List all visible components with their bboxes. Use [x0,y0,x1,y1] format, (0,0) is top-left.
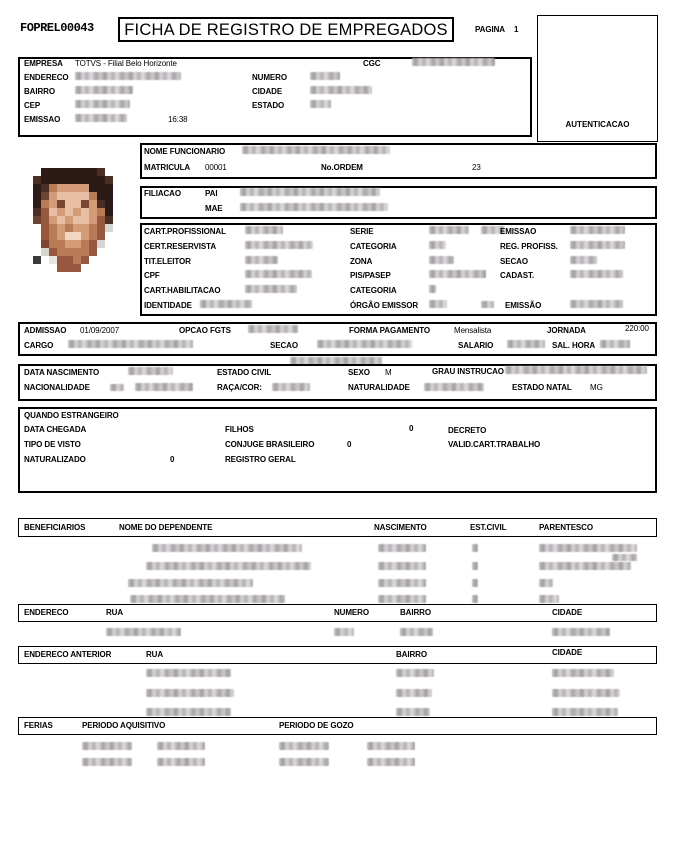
matricula-value: 00001 [205,163,227,172]
ordem-value: 23 [472,163,481,172]
secao-label: SECAO [270,341,298,350]
raca-cor-label: RAÇA/COR: [217,383,262,392]
naturalizado-value: 0 [170,455,175,464]
redacted-cidade-value [310,86,372,94]
estado-natal-value: MG [590,383,603,392]
redacted-emissao2 [570,300,623,308]
jornada-label: JORNADA [547,326,586,335]
redacted-reg-profiss [570,241,625,249]
nacionalidade-label: NACIONALIDADE [24,383,90,392]
identidade-label: IDENTIDADE [144,301,192,310]
redacted-gozo-fim [367,742,415,750]
redacted-dependente-estcivil [472,595,478,603]
estado-label: ESTADO [252,101,285,110]
tit-eleitor-label: TIT.ELEITOR [144,257,191,266]
redacted-dependente-estcivil [472,544,478,552]
matricula-label: MATRICULA [144,163,191,172]
quando-estrangeiro-title: QUANDO ESTRANGEIRO [24,411,119,420]
redacted-numero [334,628,354,636]
redacted-cidade [552,689,620,697]
filhos-value: 0 [409,424,414,433]
col-periodo-gozo: PERIODO DE GOZO [279,721,354,730]
redacted-cgc-value [412,58,495,66]
bairro-label: BAIRRO [24,87,55,96]
redacted-mae-value [240,203,388,211]
redacted-cidade [552,708,618,716]
pai-label: PAI [205,189,218,198]
redacted-aquisitivo-inicio [82,758,132,766]
redacted-bairro-value [75,86,133,94]
redacted-sal-hora [600,340,630,348]
valid-cart-label: VALID.CART.TRABALHO [448,440,541,449]
company-box [18,57,532,137]
redacted-dependente-nascimento [378,579,426,587]
numero-label: NUMERO [252,73,287,82]
cert-reservista-label: CERT.RESERVISTA [144,242,216,251]
endereco-anterior-title: ENDERECO ANTERIOR [24,650,112,659]
opcao-fgts-label: OPCAO FGTS [179,326,231,335]
redacted-dependente-nome [128,579,253,587]
endereco-title: ENDERECO [24,608,69,617]
emissao-time: 16:38 [168,115,188,124]
filhos-label: FILHOS [225,425,254,434]
mae-label: MAE [205,204,223,213]
ferias-title: FERIAS [24,721,53,730]
grau-instrucao-label: GRAU INSTRUCAO [432,367,504,376]
redacted-dependente-parentesco [539,562,631,570]
redacted-gozo-inicio [279,758,329,766]
redacted-cpf [245,270,312,278]
nome-funcionario-label: NOME FUNCIONARIO [144,147,226,156]
redacted-aquisitivo-fim [157,742,205,750]
redacted-cart-profissional [245,226,283,234]
redacted-rua [146,708,231,716]
redacted-categoria [429,241,446,249]
redacted-cargo [68,340,193,348]
redacted-identidade [200,300,252,308]
redacted-tit-eleitor [245,256,278,264]
redacted-emissao-value [75,114,127,122]
redacted-bairro [396,669,434,677]
redacted-secao [317,340,412,348]
cart-profissional-label: CART.PROFISSIONAL [144,227,226,236]
col-periodo-aquisitivo: PERIODO AQUISITIVO [82,721,166,730]
redacted-grau-instrucao [505,366,647,374]
col-est-civil: EST.CIVIL [470,523,507,532]
redacted-dependente-nascimento [378,544,426,552]
cgc-label: CGC [363,59,381,68]
redacted-naturalidade [424,383,484,391]
redacted-categoria2 [429,285,436,293]
serie-label: SERIE [350,227,374,236]
redacted-nacionalidade-cod [110,384,124,391]
redacted-dependente-parentesco [539,544,637,552]
redacted-data-nascimento [128,367,173,375]
estado-civil-label: ESTADO CIVIL [217,368,272,377]
categoria2-label: CATEGORIA [350,286,397,295]
redacted-cidade [552,669,614,677]
authentication-box [537,15,658,142]
redacted-pai-value [240,188,380,196]
redacted-nacionalidade [135,383,193,391]
admissao-value: 01/09/2007 [80,326,120,335]
cart-habilitacao-label: CART.HABILITACAO [144,286,221,295]
estado-natal-label: ESTADO NATAL [512,383,572,392]
redacted-doc-emissao [570,226,625,234]
empresa-value: TOTVS - Filial Belo Horizonte [75,59,177,68]
redacted-dependente-estcivil [472,579,478,587]
salario-label: SALARIO [458,341,494,350]
redacted-dependente-nome [152,544,302,552]
naturalidade-label: NATURALIDADE [348,383,410,392]
redacted-dependente-nascimento [378,595,426,603]
sexo-value: M [385,368,392,377]
cidade-label: CIDADE [252,87,283,96]
redacted-orgao-emissor [429,300,447,308]
redacted-gozo-inicio [279,742,329,750]
cargo-label: CARGO [24,341,54,350]
empresa-label: EMPRESA [24,59,63,68]
redacted-aquisitivo-fim [157,758,205,766]
forma-pagamento-value: Mensalista [454,326,492,335]
beneficiarios-title: BENEFICIARIOS [24,523,86,532]
col-parentesco: PARENTESCO [539,523,593,532]
categoria-label: CATEGORIA [350,242,397,251]
employee-photo [25,168,121,280]
sal-hora-label: SAL. HORA [552,341,596,350]
redacted-dependente-nascimento [378,562,426,570]
secao-doc-label: SECAO [500,257,528,266]
cadast-label: CADAST. [500,271,534,280]
redacted-orgao-emissor-2 [481,301,494,308]
zona-label: ZONA [350,257,373,266]
emissao2-label: EMISSÃO [505,301,542,310]
redacted-dependente-nome [130,595,285,603]
report-title-box [118,17,454,42]
redacted-dependente-parentesco [539,579,553,587]
redacted-secao-doc [570,256,597,264]
admissao-label: ADMISSAO [24,326,67,335]
redacted-raca-cor [272,383,310,391]
col-rua-anterior: RUA [146,650,164,659]
emissao-label: EMISSAO [24,115,61,124]
naturalizado-label: NATURALIZADO [24,455,86,464]
sexo-label: SEXO [348,368,370,377]
redacted-aquisitivo-inicio [82,742,132,750]
col-nome-dependente: NOME DO DEPENDENTE [119,523,213,532]
redacted-bairro [396,689,432,697]
redacted-cadast [570,270,623,278]
redacted-numero-value [310,72,340,80]
cpf-label: CPF [144,271,160,280]
redacted-dependente-parentesco [539,595,559,603]
jornada-value: 220:00 [625,324,649,333]
col-cidade: CIDADE [552,608,583,617]
authentication-label: AUTENTICACAO [565,120,630,129]
redacted-bairro [400,628,433,636]
redacted-rua [106,628,181,636]
ordem-label: No.ORDEM [321,163,363,172]
report-code: FOPREL00043 [20,21,94,35]
conjuge-value: 0 [347,440,352,449]
redacted-pis-pasep [429,270,486,278]
cep-label: CEP [24,101,41,110]
data-nascimento-label: DATA NASCIMENTO [24,368,100,377]
col-bairro-anterior: BAIRRO [396,650,427,659]
orgao-emissor-label: ÓRGÃO EMISSOR [350,301,419,310]
col-rua: RUA [106,608,124,617]
redacted-gozo-fim [367,758,415,766]
redacted-dependente-parentesco-wrap [612,554,637,561]
redacted-nome-funcionario [242,146,390,154]
redacted-zona [429,256,454,264]
doc-emissao-label: EMISSAO [500,227,537,236]
col-numero: NUMERO [334,608,369,617]
col-bairro: BAIRRO [400,608,431,617]
redacted-salario [507,340,545,348]
forma-pagamento-label: FORMA PAGAMENTO [349,326,431,335]
reg-profiss-label: REG. PROFISS. [500,242,558,251]
redacted-bairro [396,708,430,716]
pagina-label: PAGINA [475,25,505,34]
page-title: FICHA DE REGISTRO DE EMPREGADOS [124,21,448,39]
filiation-box [140,186,657,219]
redacted-dependente-estcivil [472,562,478,570]
decreto-label: DECRETO [448,426,487,435]
col-nascimento: NASCIMENTO [374,523,427,532]
pis-pasep-label: PIS/PASEP [350,271,391,280]
data-chegada-label: DATA CHEGADA [24,425,87,434]
endereco-label: ENDERECO [24,73,69,82]
redacted-cart-habilitacao [245,285,297,293]
redacted-cert-reservista [245,241,313,249]
conjuge-label: CONJUGE BRASILEIRO [225,440,315,449]
redacted-endereco-value [75,72,181,80]
redacted-cidade [552,628,610,636]
registro-geral-label: REGISTRO GERAL [225,455,296,464]
redacted-rua [146,689,234,697]
redacted-rua [146,669,231,677]
redacted-estado-value [310,100,331,108]
redacted-dependente-nome [146,562,311,570]
redacted-serie [429,226,469,234]
redacted-opcao-fgts [248,325,298,333]
redacted-cep-value [75,100,130,108]
col-cidade-anterior: CIDADE [552,648,583,657]
pagina-value: 1 [514,25,519,34]
tipo-visto-label: TIPO DE VISTO [24,440,81,449]
filiacao-label: FILIACAO [144,189,181,198]
